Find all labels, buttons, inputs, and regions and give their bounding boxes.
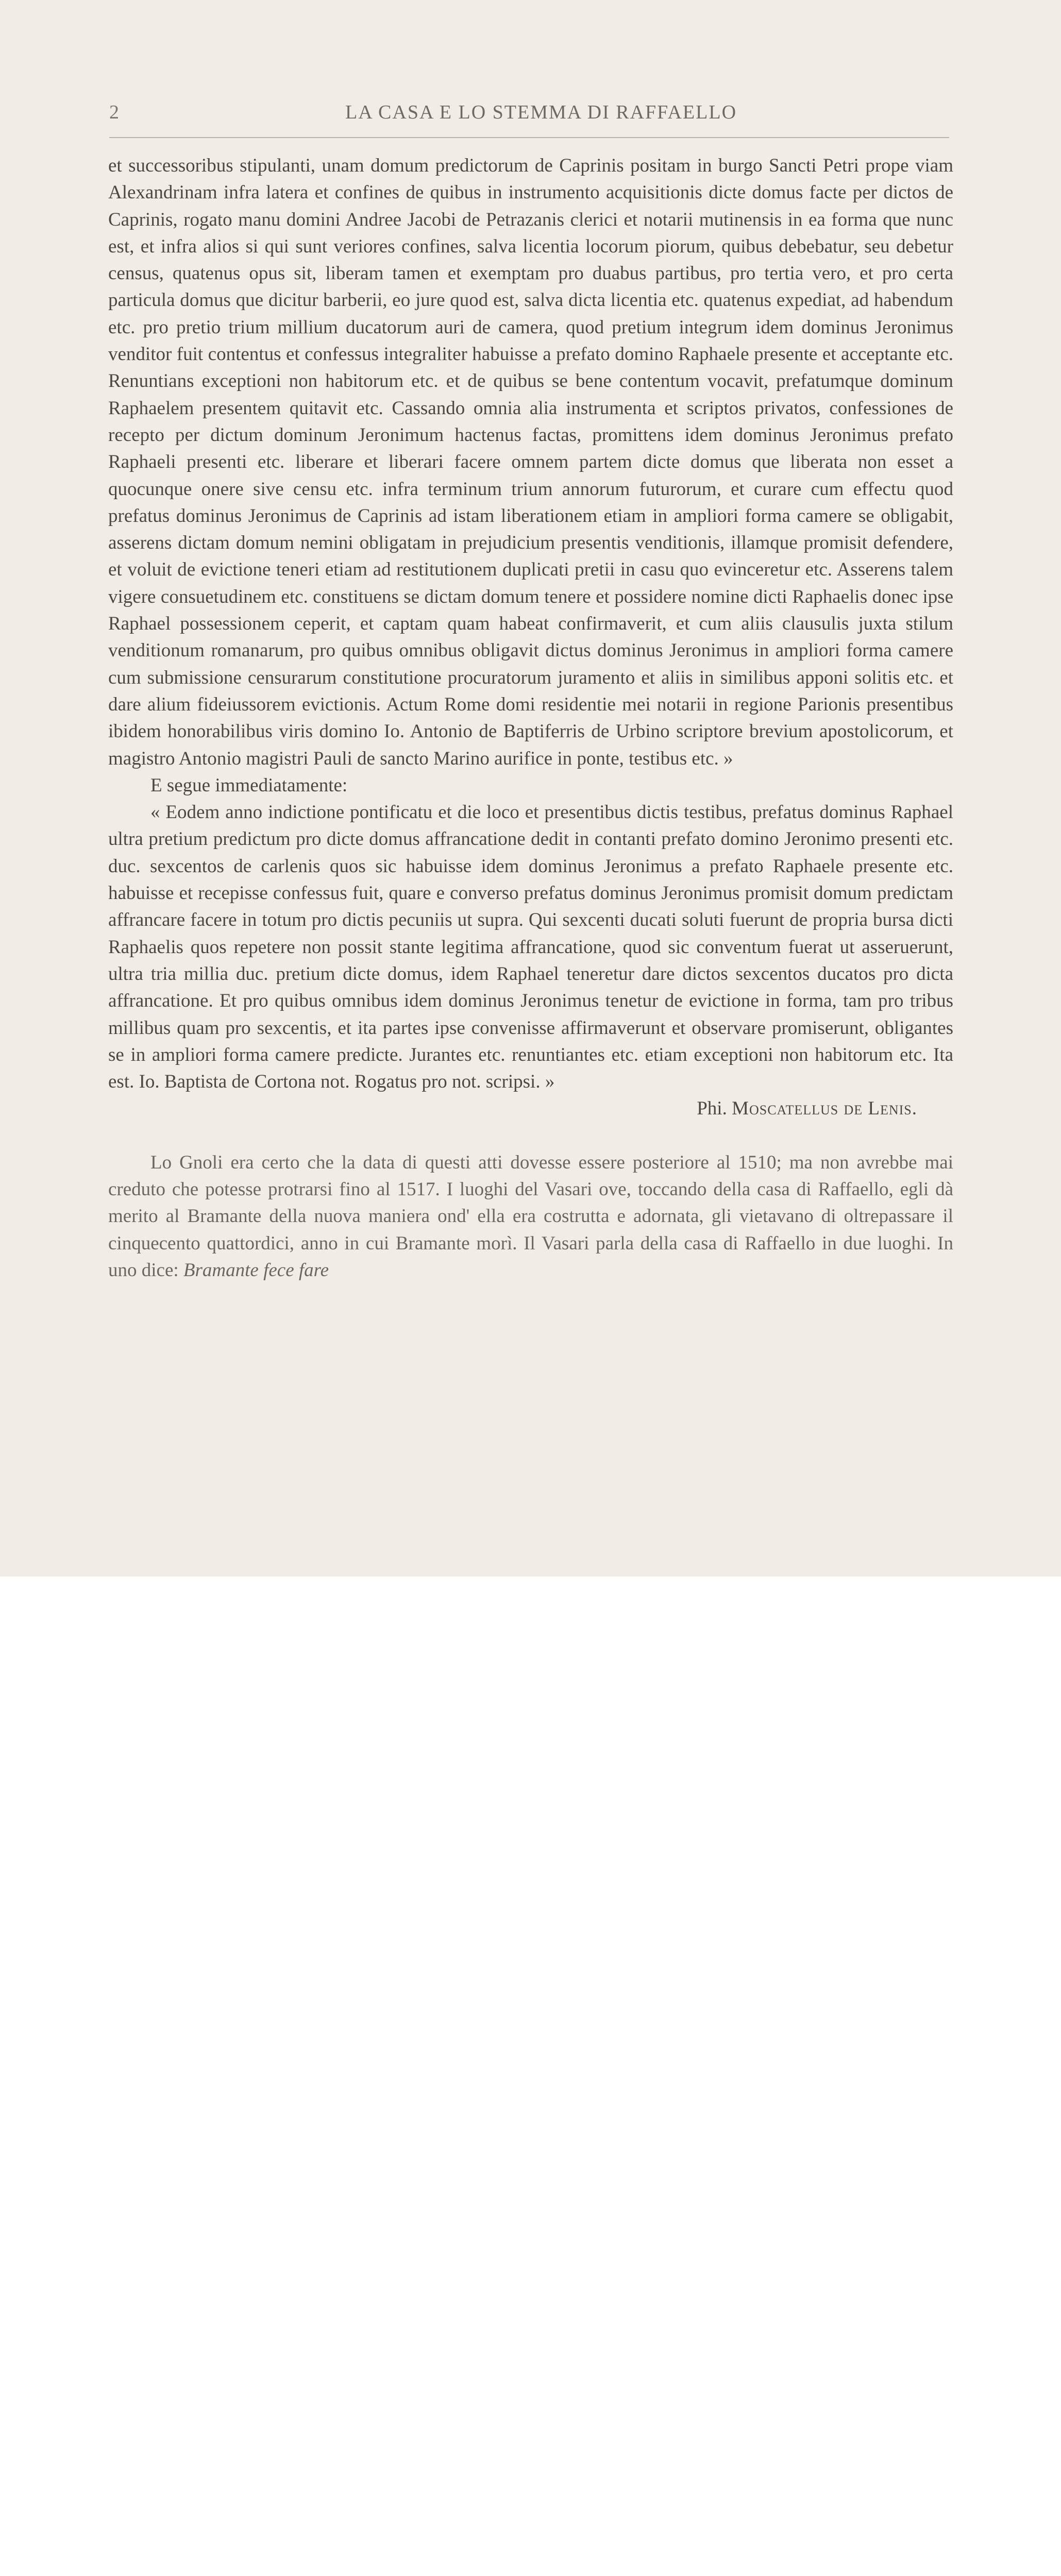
commentary-italic-quote: Bramante fece fare	[183, 1259, 329, 1281]
commentary-text: Lo Gnoli era certo che la data di questi atti dovesse essere posteriore al 1510; ma non avrebbe mai creduto che potesse protrarsi fino al 1517. I luoghi del Vasari ove, toccando della casa di Raffaello, egli dà merito al Bramante della nuova maniera ond' ella era costrutta e adornata, gli vietavano di oltrepassare il cinquecento quattordici, anno in cui Bramante morì. Il Vasari parla della casa di Raffaello in due luoghi. In uno dice:	[108, 1151, 953, 1281]
running-head-title: LA CASA E LO STEMMA DI RAFFAELLO	[345, 101, 737, 123]
page-number: 2	[109, 101, 119, 123]
digitization-footer	[0, 1577, 1061, 1667]
body-text	[108, 152, 953, 1284]
paragraph-commentary	[108, 1149, 953, 1284]
header-rule	[109, 137, 949, 138]
signature-prefix: Phi.	[697, 1098, 727, 1120]
paragraph-transition: E segue immediatamente:	[150, 774, 348, 796]
notary-signature	[108, 1095, 953, 1122]
signature-name: Moscatellus de Lenis.	[732, 1098, 917, 1120]
paragraph-gap	[108, 1123, 953, 1149]
paragraph-deed-continuation: et successoribus stipulanti, unam domum predictorum de Caprinis positam in burgo Sancti Petri prope viam Alexandrinam infra latera et confines de quibus in instrumento acquisitionis dicte domus facte per dictos de Caprinis, rogato manu domini Andree Jacobi de Petrazanis clerici et notarii mutinensis in ea forma que nunc est, et infra alios si qui sunt veriores confines, salva licentia locorum piorum, quibus debebatur, seu debetur census, quatenus opus sit, liberam tamen et exemptam pro duabus partibus, pro tertia vero, et pro certa particula domus que dicitur barberii, eo jure quod est, salva dicta licentia etc. quatenus expediat, ad habendum etc. pro pretio trium millium ducatorum auri de camera, quod pretium integrum idem dominus Jeronimus venditor fuit contentus et confessus integraliter habuisse a prefato domino Raphaele presente et acceptante etc. Renuntians exceptioni non habitorum etc. et de quibus se bene contentum vocavit, prefatumque dominum Raphaelem presentem quitavit etc. Cassando omnia alia instrumenta et scriptos privatos, confessiones de recepto per dictum dominum Jeronimum hactenus factas, promittens idem dominus Jeronimus prefato Raphaeli presenti etc. liberare et liberari facere omnem partem dicte domus que liberata non esset a quocunque onere sive censu etc. infra terminum trium annorum futurorum, et curare cum effectu quod prefatus dominus Jeronimus de Caprinis ad istam liberationem etiam in ampliori forma camere se obligabit, asserens dictam domum nemini obligatam in prejudicium presentis venditionis, illamque promisit defendere, et voluit de evictione teneri etiam ad restitutionem duplicati pretii in casu quo evinceretur etc. Asserens talem vigere consuetudinem etc. constituens se dictam domum tenere et possidere nomine dicti Raphaelis donec ipse Raphael possessionem ceperit, et captam quam habeat confirmaverit, et cum aliis clausulis juxta stilum venditionum romanarum, pro quibus omnibus obligavit dictus dominus Jeronimus in ampliori forma camere cum submissione censurarum constitutione procuratorum juramento et aliis in similibus apponi solitis etc. et dare alium fideiussorem evictionis. Actum Rome domi residentie mei notarii in regione Parionis presentibus ibidem honorabilibus viris domino Io. Antonio de Baptiferris de Urbino scriptore brevium apostolicorum, et magistro Antonio magistri Pauli de sancto Marino aurifice in ponte, testibus etc. »	[108, 155, 953, 769]
paragraph-second-deed: « Eodem anno indictione pontificatu et die loco et presentibus dictis testibus, prefatus dominus Raphael ultra pretium predictum pro dicte domus affrancatione dedit in contanti prefato domino Jeronimo presenti etc. duc. sexcentos de carlenis quos sic habuisse idem dominus Jeronimus a prefato Raphaele presente etc. habuisse et recepisse confessus fuit, quare e converso prefatus dominus Jeronimus promisit domum predictam affrancare facere in totum pro dictis pecuniis ut supra. Qui sexcenti ducati soluti fuerunt de propria bursa dicti Raphaelis quos repetere non possit stante legitima affrancatione, quod sic conventum fuerat ut asseruerunt, ultra tria millia duc. pretium dicte domus, idem Raphael teneretur dare dictos sexcentos ducatos pro dicta affrancatione. Et pro quibus omnibus idem dominus Jeronimus tenetur de evictione in forma, tam pro tribus millibus quam pro sexcentis, et ita partes ipse convenisse affirmaverunt et observare promiserunt, obligantes se in ampliori forma camere predicte. Jurantes etc. renuntiantes etc. etiam exceptioni non habitorum etc. Ita est. Io. Baptista de Cortona not. Rogatus pro not. scripsi. »	[108, 802, 953, 1093]
